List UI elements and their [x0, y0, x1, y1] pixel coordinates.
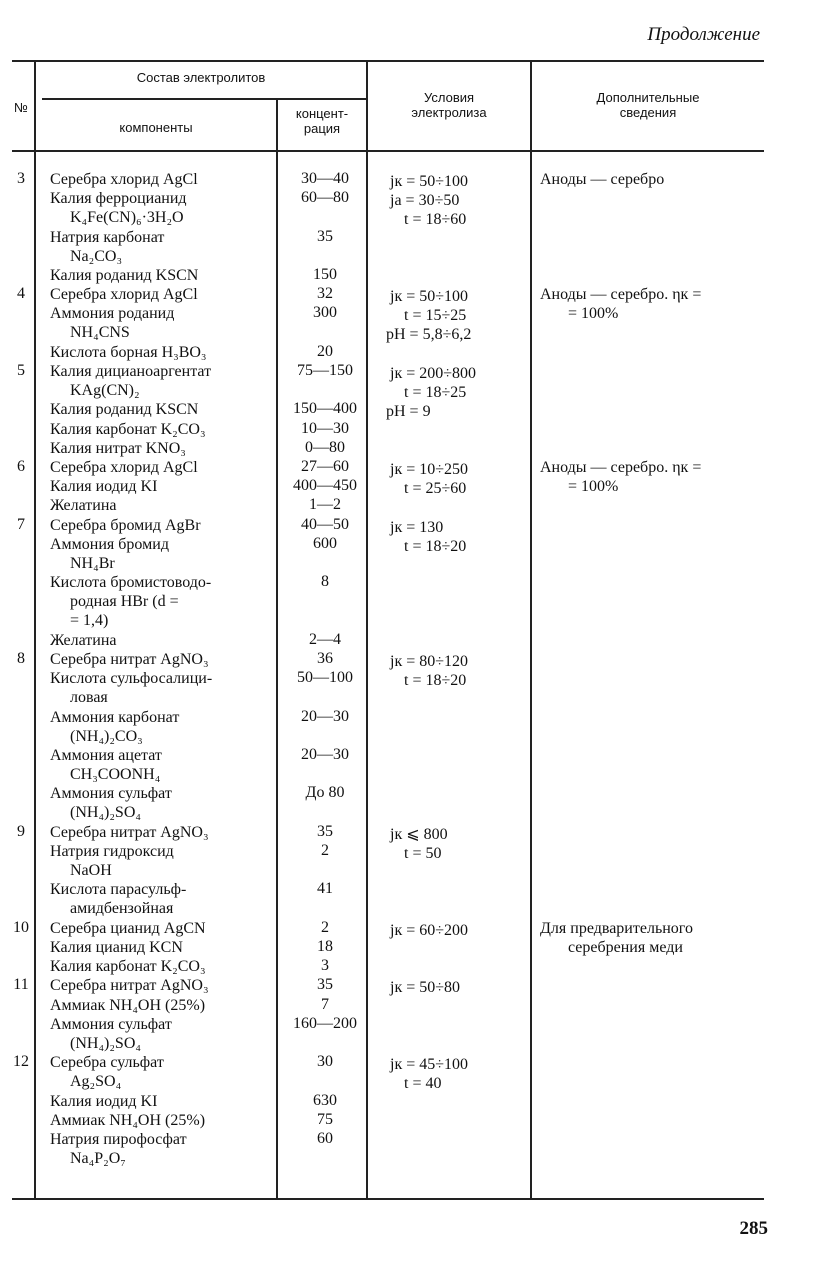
component-formula: Ag₂SO₄: [70, 1073, 122, 1091]
component-formula: (NH₄)₂SO₄: [70, 1034, 141, 1052]
component-name: [50, 189, 187, 227]
concentration-value: 2—4: [309, 630, 341, 648]
row-number: 7: [17, 515, 25, 533]
component-label: Аммония сульфат: [50, 1015, 172, 1033]
row-number: 5: [17, 362, 25, 379]
component-label: Серебра хлорид AgCl: [50, 286, 198, 304]
component-name: [50, 573, 211, 630]
component-name: [50, 439, 186, 458]
condition-line: t = 18÷20: [404, 672, 467, 689]
component-label: Желатина: [50, 497, 117, 515]
component-name: [50, 362, 211, 400]
component-formula: NH₄CNS: [70, 324, 130, 342]
component-name: [50, 708, 179, 746]
concentration-value: 150: [313, 266, 337, 283]
electrolysis-conditions: [372, 978, 532, 997]
component-name: [50, 957, 206, 976]
row-number: 11: [13, 976, 29, 994]
concentration-value: 30: [317, 1053, 333, 1071]
concentration-value: 75—150: [297, 362, 353, 379]
note-line: = 100%: [568, 305, 619, 323]
concentration-value: 32: [317, 285, 333, 303]
component-name: [50, 1053, 164, 1091]
condition-line: jк = 200÷800: [390, 365, 477, 382]
component-label: Кислота борная H₃BO₃: [50, 343, 207, 361]
component-label: Калия дицианоаргентат: [50, 363, 212, 380]
note-line: Аноды — серебро. ηк =: [540, 459, 702, 476]
concentration-value: 0—80: [305, 438, 345, 456]
component-label: Натрия карбонат: [50, 228, 165, 246]
row-number: 12: [13, 1053, 29, 1071]
condition-line: jа = 30÷50: [390, 192, 460, 209]
electrolysis-conditions: [372, 172, 532, 229]
component-label: Серебра нитрат AgNO₃: [50, 823, 209, 841]
component-name: [50, 343, 207, 362]
component-name: [50, 516, 201, 535]
concentration-value: 41: [317, 880, 333, 898]
component-name: [50, 496, 117, 515]
row-number: 4: [17, 285, 25, 303]
header-components: компоненты: [119, 120, 193, 135]
component-label: Аммиак NH₄OH (25%): [50, 996, 206, 1014]
header-composition: Состав электролитов: [136, 70, 266, 85]
component-label: Серебра цианид AgCN: [50, 919, 206, 937]
col-divider-num: [34, 60, 36, 1198]
component-name: [50, 228, 164, 266]
row-number: 10: [13, 918, 29, 936]
component-label: Калия карбонат K₂CO₃: [50, 958, 206, 976]
component-label: Кислота бромистоводо-: [50, 574, 212, 592]
component-name: [50, 823, 209, 842]
component-formula: K₄Fe(CN)₆·3H₂O: [70, 209, 184, 227]
component-label: Калия иодид KI: [50, 1092, 158, 1110]
additional-note: [540, 170, 780, 189]
component-label: Серебра нитрат AgNO₃: [50, 651, 209, 668]
condition-line: jк ⩽ 800: [390, 825, 448, 843]
condition-line: jк = 60÷200: [390, 921, 469, 939]
component-name: [50, 784, 172, 822]
component-label: Серебра нитрат AgNO₃: [50, 977, 209, 995]
concentration-value: 1—2: [309, 496, 341, 514]
note-line: Для предварительного: [540, 919, 693, 937]
electrolysis-conditions: [372, 287, 532, 344]
condition-line: jк = 80÷120: [390, 653, 469, 670]
component-name: [50, 996, 205, 1015]
component-label: Калия цианид KCN: [50, 939, 183, 956]
additional-note: [540, 458, 780, 496]
condition-line: t = 18÷60: [404, 211, 467, 228]
condition-line: t = 25÷60: [404, 480, 467, 497]
electrolysis-conditions: [372, 652, 532, 690]
component-name: [50, 880, 186, 918]
concentration-value: 35: [317, 976, 333, 994]
condition-line: pH = 9: [386, 403, 431, 420]
component-name: [50, 746, 162, 784]
component-formula: Na₂CO₃: [70, 247, 123, 265]
concentration-value: 36: [317, 650, 333, 667]
page-number: 285: [739, 1218, 768, 1239]
concentration-value: 20—30: [301, 707, 349, 725]
component-label: Кислота парасульф-: [50, 881, 187, 899]
component-label: Аммония ацетат: [50, 747, 162, 764]
component-formula: NH₄Br: [70, 554, 115, 572]
note-line: серебрения меди: [568, 938, 683, 956]
concentration-value: 2: [321, 842, 329, 859]
component-formula: (NH₄)₂SO₄: [70, 804, 141, 822]
continuation-label: Продолжение: [647, 24, 760, 45]
component-formula: KAg(CN)₂: [70, 382, 140, 399]
component-formula: родная HBr (d =: [70, 593, 179, 611]
component-label: Калия нитрат KNO₃: [50, 439, 186, 457]
header-num: №: [14, 100, 28, 115]
component-label: Аммония бромид: [50, 535, 169, 553]
concentration-value: 27—60: [301, 458, 349, 475]
component-label: Калия роданид KSCN: [50, 401, 199, 419]
component-label: Аммиак NH₄OH (25%): [50, 1111, 206, 1129]
concentration-value: 20—30: [301, 746, 349, 763]
component-formula: ловая: [70, 689, 108, 707]
table-header-rule: [12, 150, 764, 152]
electrolysis-conditions: [372, 460, 532, 498]
component-name: [50, 400, 198, 419]
concentration-value: 35: [317, 227, 333, 245]
condition-line: t = 18÷25: [404, 384, 467, 401]
component-formula: NaOH: [70, 862, 112, 879]
row-number: 8: [17, 650, 25, 667]
note-line: Аноды — серебро. ηк =: [540, 286, 702, 304]
electrolysis-conditions: [372, 518, 532, 556]
condition-line: jк = 50÷80: [390, 979, 461, 997]
additional-note: [540, 285, 780, 323]
additional-note: [540, 919, 780, 957]
col-divider-components: [276, 98, 278, 1198]
table-top-rule: [12, 60, 764, 62]
concentration-value: 400—450: [293, 477, 357, 495]
concentration-value: 60—80: [301, 189, 349, 207]
concentration-value: 150—400: [293, 400, 357, 418]
component-label: Калия иодид KI: [50, 478, 158, 496]
component-formula: CH₃COONH₄: [70, 766, 161, 783]
component-label: Калия роданид KSCN: [50, 267, 199, 284]
concentration-value: 8: [321, 573, 329, 591]
table-bottom-rule: [12, 1198, 764, 1200]
row-number: 6: [17, 458, 25, 475]
concentration-value: До 80: [305, 784, 345, 802]
condition-line: jк = 10÷250: [390, 461, 469, 478]
condition-line: jк = 50÷100: [390, 288, 469, 306]
header-concentration: концент- рация: [295, 106, 349, 136]
component-label: Серебра бромид AgBr: [50, 516, 201, 534]
condition-line: jк = 50÷100: [390, 173, 469, 190]
col-divider-conditions: [530, 60, 532, 1198]
component-formula: Na₄P₂O₇: [70, 1150, 126, 1167]
component-name: [50, 976, 209, 995]
concentration-value: 600: [313, 534, 337, 552]
note-line: = 100%: [568, 478, 619, 495]
concentration-value: 75: [317, 1110, 333, 1128]
condition-line: t = 15÷25: [404, 307, 467, 325]
component-name: [50, 535, 169, 573]
concentration-value: 300: [313, 304, 337, 322]
component-label: Натрия пирофосфат: [50, 1131, 187, 1148]
component-name: [50, 1015, 172, 1053]
component-name: [50, 420, 206, 439]
component-label: Серебра хлорид AgCl: [50, 171, 198, 188]
component-name: [50, 304, 174, 342]
component-formula: амидбензойная: [70, 900, 174, 918]
condition-line: t = 18÷20: [404, 537, 467, 555]
component-name: [50, 650, 209, 669]
component-name: [50, 1111, 205, 1130]
concentration-value: 40—50: [301, 515, 349, 533]
component-name: [50, 1092, 157, 1111]
component-name: [50, 266, 198, 285]
concentration-value: 7: [321, 995, 329, 1013]
condition-line: jк = 45÷100: [390, 1056, 469, 1074]
component-label: Натрия гидроксид: [50, 843, 174, 860]
concentration-value: 630: [313, 1091, 337, 1109]
component-name: [50, 458, 198, 477]
electrolysis-conditions: [372, 1055, 532, 1093]
concentration-value: 160—200: [293, 1014, 357, 1032]
component-name: [50, 285, 198, 304]
component-label: Кислота сульфосалици-: [50, 670, 213, 688]
row-number: 3: [17, 170, 25, 187]
component-label: Серебра сульфат: [50, 1054, 164, 1072]
header-conditions: Условия электролиза: [411, 90, 487, 120]
component-label: Аммония карбонат: [50, 708, 180, 726]
condition-line: t = 50: [404, 844, 442, 862]
electrolysis-conditions: [372, 921, 532, 940]
concentration-value: 3: [321, 957, 329, 975]
header-additional: Дополнительные сведения: [596, 90, 700, 120]
condition-line: t = 40: [404, 1075, 442, 1093]
electrolysis-conditions: [372, 364, 532, 421]
note-line: Аноды — серебро: [540, 171, 665, 188]
component-formula: (NH₄)₂CO₃: [70, 727, 143, 745]
condition-line: jк = 130: [390, 518, 444, 536]
concentration-value: 18: [317, 938, 333, 955]
concentration-value: 2: [321, 918, 329, 936]
component-name: [50, 1130, 187, 1168]
concentration-value: 20: [317, 342, 333, 360]
component-name: [50, 669, 212, 707]
component-label: Аммония сульфат: [50, 785, 172, 803]
component-label: Аммония роданид: [50, 305, 175, 323]
concentration-value: 10—30: [301, 419, 349, 437]
component-name: [50, 938, 183, 957]
concentration-value: 60: [317, 1130, 333, 1147]
concentration-value: 35: [317, 822, 333, 840]
component-name: [50, 477, 157, 496]
component-label: Калия карбонат K₂CO₃: [50, 420, 206, 438]
component-name: [50, 631, 117, 650]
component-name: [50, 170, 198, 189]
concentration-value: 30—40: [301, 170, 349, 187]
composition-divider: [42, 98, 368, 100]
row-number: 9: [17, 822, 25, 840]
component-label: Желатина: [50, 631, 117, 649]
component-name: [50, 842, 174, 880]
electrolysis-conditions: [372, 825, 532, 863]
component-formula-cont: = 1,4): [70, 612, 109, 630]
condition-line: pH = 5,8÷6,2: [386, 326, 472, 344]
concentration-value: 50—100: [297, 669, 353, 687]
component-label: Калия ферроцианид: [50, 190, 187, 208]
component-label: Серебра хлорид AgCl: [50, 459, 198, 476]
component-name: [50, 919, 206, 938]
